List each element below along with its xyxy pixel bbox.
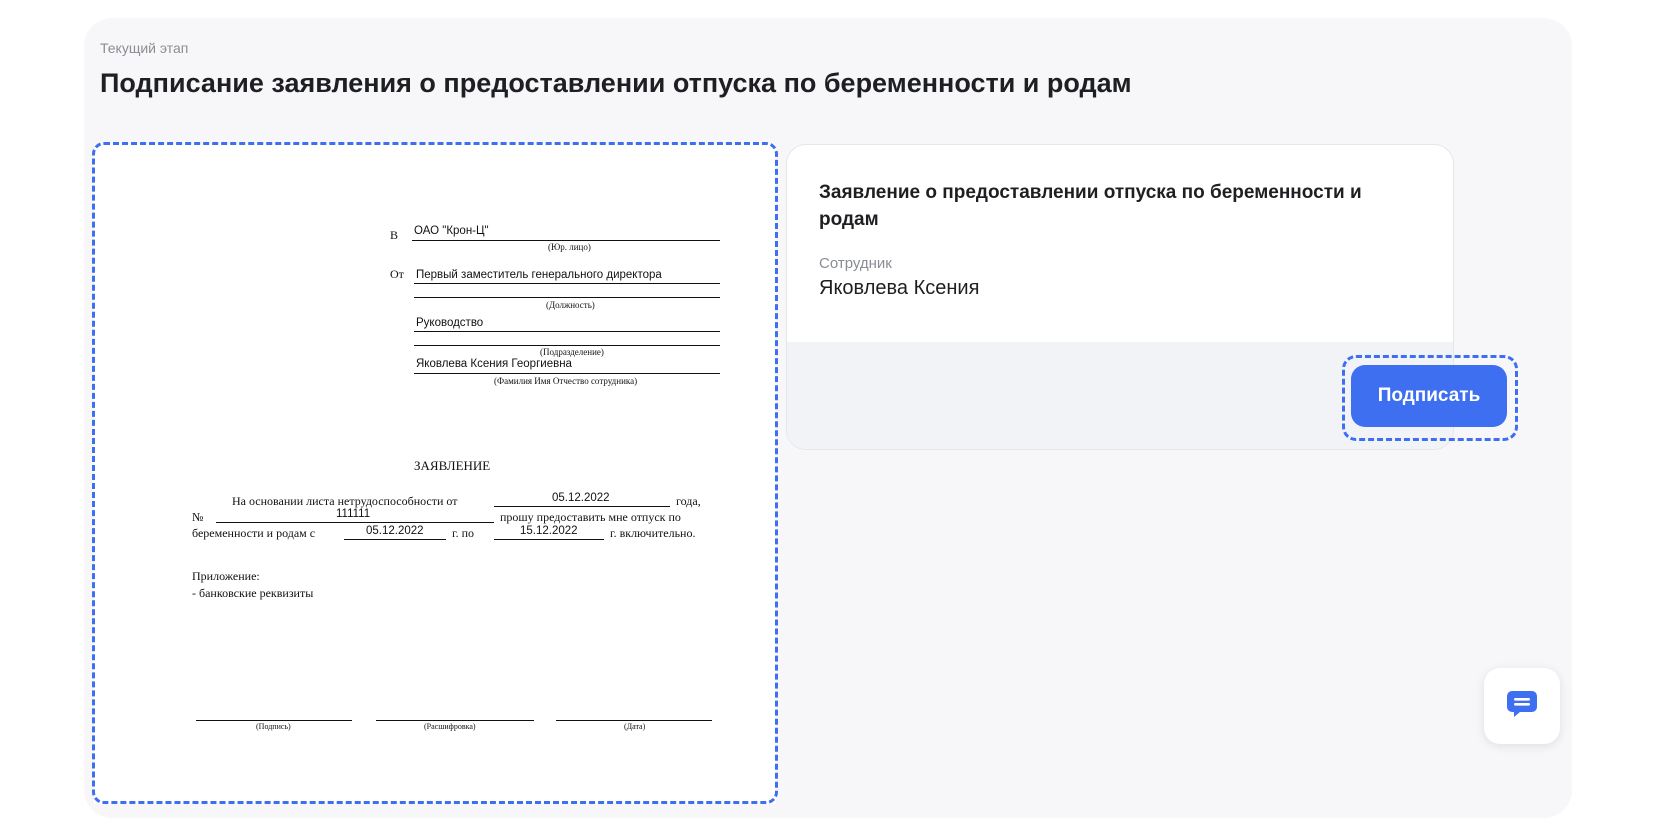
doc-date-caption: (Дата) (624, 722, 646, 731)
doc-employee-caption: (Фамилия Имя Отчество сотрудника) (494, 376, 638, 386)
employee-label: Сотрудник (819, 255, 892, 272)
doc-body-part5: г. по (452, 526, 474, 540)
doc-leave-to: 15.12.2022 (520, 525, 578, 537)
doc-leave-from: 05.12.2022 (366, 525, 424, 537)
doc-department-value: Руководство (416, 317, 484, 329)
doc-sick-leave-date: 05.12.2022 (552, 492, 610, 504)
doc-to-prefix: В (390, 228, 399, 242)
doc-body-part2: года, (676, 494, 701, 508)
doc-body-part1: На основании листа нетрудоспособности от (232, 494, 458, 508)
doc-attachment-label: Приложение: (192, 569, 260, 583)
doc-from-prefix: От (390, 267, 404, 281)
doc-number-sign: № (192, 510, 204, 524)
doc-body-part3: прошу предоставить мне отпуск по (500, 510, 681, 524)
sign-button[interactable]: Подписать (1351, 365, 1507, 427)
chat-bubble-icon (1506, 689, 1538, 724)
employee-name: Яковлева Ксения (819, 277, 980, 299)
doc-position-value: Первый заместитель генерального директора (416, 269, 662, 281)
doc-to-value: ОАО "Крон-Ц" (414, 225, 489, 237)
doc-department-caption: (Подразделение) (540, 347, 604, 357)
doc-employee-value: Яковлева Ксения Георгиевна (416, 358, 572, 370)
chat-button[interactable] (1484, 668, 1560, 744)
doc-body-part4: беременности и родам с (192, 526, 316, 540)
doc-attachment-item: - банковские реквизиты (192, 586, 314, 600)
page-title: Подписание заявления о предоставлении отпуска по беременности и родам (100, 68, 1132, 98)
doc-to-caption: (Юр. лицо) (548, 242, 591, 252)
application-document (94, 144, 776, 804)
document-preview[interactable] (94, 144, 776, 804)
doc-body-part6: г. включительно. (610, 526, 696, 540)
stage-label: Текущий этап (100, 40, 189, 56)
doc-sick-leave-number: 111111 (336, 508, 371, 520)
doc-sign-caption: (Подпись) (256, 722, 291, 731)
card-title: Заявление о предоставлении отпуска по беременности и родам (819, 182, 1362, 230)
doc-decode-caption: (Расшифровка) (424, 722, 476, 731)
doc-position-caption: (Должность) (546, 300, 595, 310)
doc-heading: ЗАЯВЛЕНИЕ (414, 458, 491, 473)
